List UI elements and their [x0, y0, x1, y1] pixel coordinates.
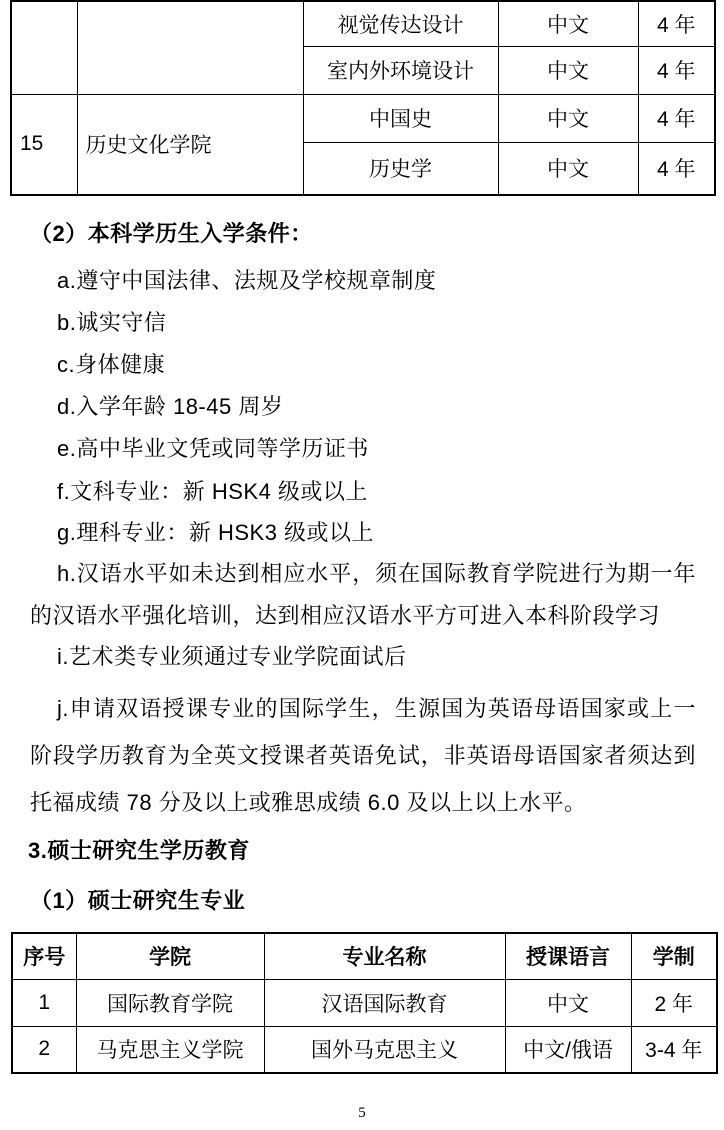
page-number: 5 [358, 1105, 366, 1121]
cell-duration: 4 年 [638, 1, 715, 46]
cell-major: 汉语国际教育 [264, 979, 505, 1026]
cell-language: 中文 [498, 94, 638, 142]
cell-major: 历史学 [303, 142, 498, 195]
subsection-heading-masters-majors: （1）硕士研究生专业 [30, 888, 246, 913]
cell-duration: 4 年 [638, 94, 715, 142]
table-row [11, 1, 715, 46]
column-header-seq: 序号 [12, 933, 76, 979]
condition-item-b: b.诚实守信 [57, 310, 167, 335]
condition-item-j: j.申请双语授课专业的国际学生，生源国为英语母语国家或上一阶段学历教育为全英文授课者英语免试，非英语母语国家者须达到托福成绩 78 分及以上或雅思成绩 6.0 及以上以上水平。 [30, 696, 696, 815]
condition-item-c: c.身体健康 [57, 352, 166, 377]
condition-item-f: f.文科专业：新 HSK4 级或以上 [57, 479, 368, 504]
section-heading-masters-education: 3.硕士研究生学历教育 [28, 838, 250, 863]
column-header-language: 授课语言 [505, 933, 631, 979]
cell-duration: 2 年 [631, 979, 717, 1026]
condition-item-g: g.理科专业：新 HSK3 级或以上 [57, 520, 375, 545]
cell-language: 中文 [505, 979, 631, 1026]
column-header-college: 学院 [76, 933, 264, 979]
cell-college: 历史文化学院 [77, 94, 303, 195]
cell-college: 国际教育学院 [76, 979, 264, 1026]
masters-majors-table [11, 932, 718, 1074]
cell-language: 中文 [498, 1, 638, 46]
cell-duration: 4 年 [638, 46, 715, 94]
condition-item-e: e.高中毕业文凭或同等学历证书 [57, 436, 369, 461]
condition-item-i: i.艺术类专业须通过专业学院面试后 [57, 644, 407, 669]
table-row [12, 979, 717, 1026]
cell-major: 中国史 [303, 94, 498, 142]
table-header-row [12, 933, 717, 979]
cell-language: 中文/俄语 [505, 1026, 631, 1073]
cell-seq [11, 1, 77, 94]
cell-college [77, 1, 303, 94]
undergraduate-majors-table [10, 0, 716, 196]
cell-college: 马克思主义学院 [76, 1026, 264, 1073]
section-heading-undergrad-conditions: （2）本科学历生入学条件： [30, 221, 313, 246]
condition-item-h: h.汉语水平如未达到相应水平，须在国际教育学院进行为期一年的汉语水平强化培训，达到相应汉语水平方可进入本科阶段学习 [30, 561, 696, 628]
cell-duration: 4 年 [638, 142, 715, 195]
cell-seq: 1 [12, 979, 76, 1026]
column-header-duration: 学制 [631, 933, 717, 979]
table-row [12, 1026, 717, 1073]
cell-major: 国外马克思主义 [264, 1026, 505, 1073]
cell-seq: 15 [11, 94, 77, 195]
cell-language: 中文 [498, 142, 638, 195]
cell-seq: 2 [12, 1026, 76, 1073]
cell-language: 中文 [498, 46, 638, 94]
cell-major: 室内外环境设计 [303, 46, 498, 94]
cell-major: 视觉传达设计 [303, 1, 498, 46]
condition-item-d: d.入学年龄 18-45 周岁 [57, 394, 284, 419]
column-header-major: 专业名称 [264, 933, 505, 979]
cell-duration: 3-4 年 [631, 1026, 717, 1073]
table-row [11, 94, 715, 142]
condition-item-a: a.遵守中国法律、法规及学校规章制度 [57, 268, 437, 293]
